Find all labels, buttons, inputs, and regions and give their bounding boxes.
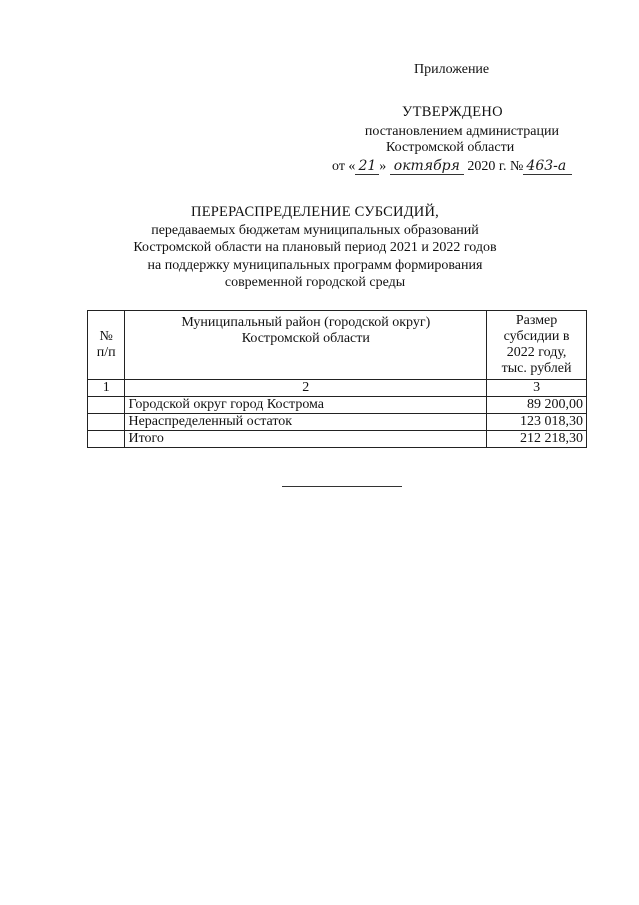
title-main: ПЕРЕРАСПРЕДЕЛЕНИЕ СУБСИДИЙ, <box>191 204 439 220</box>
title-line-3: на поддержку муниципальных программ формирования <box>147 257 483 273</box>
row-name: Городской округ город Кострома <box>125 397 487 414</box>
row-name: Итого <box>125 431 487 448</box>
document-title <box>80 204 550 292</box>
decree-date-line <box>332 158 572 175</box>
row-amount: 89 200,00 <box>487 397 587 414</box>
handwritten-month: октября <box>390 158 464 175</box>
table-row <box>88 414 587 431</box>
row-num <box>88 397 125 414</box>
header-num: № п/п <box>88 311 125 380</box>
column-index: 3 <box>487 380 587 397</box>
closing-divider <box>282 486 402 487</box>
row-num <box>88 414 125 431</box>
column-index-row <box>88 380 587 397</box>
handwritten-number: 463-а <box>523 158 572 175</box>
subsidies-table <box>87 310 587 448</box>
handwritten-day: 21 <box>355 158 379 175</box>
date-mid: » <box>379 159 387 174</box>
approved-label: УТВЕРЖДЕНО <box>402 104 503 120</box>
row-amount: 212 218,30 <box>487 431 587 448</box>
title-line-1: передаваемых бюджетам муниципальных образований <box>151 222 479 238</box>
decree-line: постановлением администрации <box>364 124 559 139</box>
header-district: Муниципальный район (городской округ) Костромской области <box>125 311 487 380</box>
date-year: 2020 г. № <box>467 159 524 174</box>
row-name: Нераспределенный остаток <box>125 414 487 431</box>
table-header-row <box>88 311 587 380</box>
date-prefix: от « <box>332 159 356 174</box>
row-amount: 123 018,30 <box>487 414 587 431</box>
table-row <box>88 397 587 414</box>
table-row <box>88 431 587 448</box>
region-line: Костромской области <box>386 140 515 155</box>
header-amount: Размер субсидии в 2022 году, тыс. рублей <box>487 311 587 380</box>
column-index: 1 <box>88 380 125 397</box>
appendix-label: Приложение <box>414 62 490 77</box>
title-line-4: современной городской среды <box>224 275 406 290</box>
row-num <box>88 431 125 448</box>
title-line-2: Костромской области на плановый период 2021 и 2022 годов <box>133 240 497 255</box>
column-index: 2 <box>125 380 487 397</box>
